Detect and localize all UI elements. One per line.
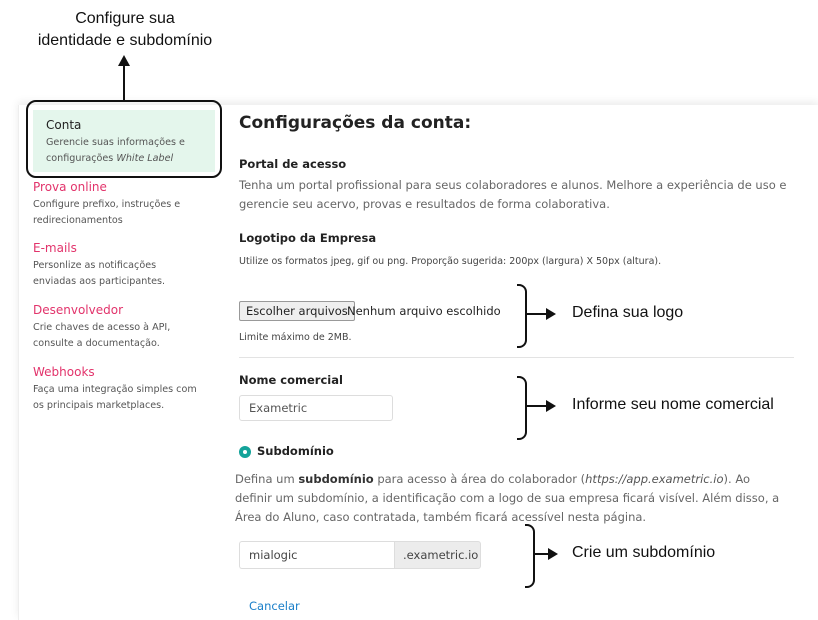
- sidebar-item-desc: [33, 197, 223, 229]
- cancel-link[interactable]: Cancelar: [249, 599, 300, 613]
- annotation-identity: [20, 8, 230, 52]
- portal-heading: Portal de acesso: [239, 157, 347, 171]
- arrow-right-icon: [546, 308, 556, 320]
- sidebar-item-prova-online[interactable]: [33, 180, 223, 229]
- sidebar-item-title: Webhooks: [33, 365, 95, 379]
- sidebar-item-desc: [33, 382, 223, 414]
- file-limit: Limite máximo de 2MB.: [239, 332, 352, 343]
- sidebar-item-desc-line2: os principais marketplaces.: [33, 400, 165, 411]
- annotation-identity-line1: Configure sua: [75, 10, 175, 27]
- logo-heading: Logotipo da Empresa: [239, 231, 377, 245]
- sidebar-item-title: Conta: [46, 118, 82, 132]
- subdomain-input[interactable]: [239, 541, 394, 569]
- portal-description: Tenha um portal profissional para seus colaboradores e alunos. Melhore a experiência de uso e gerencie seu acervo, provas e resultados de forma colaborativa.: [239, 178, 787, 211]
- arrow-right-icon: [548, 548, 558, 560]
- sidebar-item-desc-line1: Crie chaves de acesso à API,: [33, 322, 171, 333]
- sidebar-item-webhooks[interactable]: [33, 365, 223, 414]
- logo-hint: Utilize os formatos jpeg, gif ou png. Proporção sugerida: 200px (largura) X 50px (altura).: [239, 256, 662, 267]
- sidebar-item-desc: [33, 258, 223, 290]
- settings-window: [18, 105, 818, 620]
- commercial-name-input[interactable]: [239, 395, 393, 421]
- subdomain-text-3: ). Ao definir um subdomínio, a identificação com a logo de sua empresa ficará visível. Além disso, a Área do Aluno, caso contratada, também ficará acessível nesta página.: [235, 472, 780, 524]
- sidebar-item-title: E-mails: [33, 241, 77, 255]
- sidebar-item-desc: [33, 320, 223, 352]
- brace-name: [517, 376, 527, 440]
- subdomain-suffix: .exametric.io: [394, 541, 481, 569]
- sidebar-item-desc-line1: Personlize as notificações: [33, 260, 157, 271]
- sidebar-item-desc-line2: configurações: [46, 153, 117, 164]
- subdomain-field: [239, 541, 481, 569]
- sidebar-item-desc-em: White Label: [116, 153, 174, 164]
- file-status: Nenhum arquivo escolhido: [347, 304, 501, 318]
- sidebar-item-desenvolvedor[interactable]: [33, 303, 223, 352]
- arrow-up-line: [123, 64, 125, 100]
- sidebar-item-desc-line2: consulte a documentação.: [33, 338, 160, 349]
- subdomain-description: [235, 470, 790, 527]
- annotation-logo: Defina sua logo: [572, 304, 684, 321]
- sidebar-item-desc-line1: Configure prefixo, instruções e: [33, 199, 181, 210]
- subdomain-radio-label: Subdomínio: [257, 444, 334, 458]
- arrow-right-icon: [546, 400, 556, 412]
- sidebar-item-title: Desenvolvedor: [33, 303, 124, 317]
- highlight-box: [26, 100, 222, 178]
- arrow-name-line: [527, 405, 547, 407]
- sidebar-item-title: Prova online: [33, 180, 107, 194]
- sidebar-item-desc-line1: Faça uma integração simples com: [33, 384, 197, 395]
- annotation-subdomain: Crie um subdomínio: [572, 544, 716, 561]
- brace-logo: [517, 284, 527, 348]
- page-title: Configurações da conta:: [239, 113, 472, 133]
- arrow-logo-line: [527, 313, 547, 315]
- sidebar-item-desc-line2: redirecionamentos: [33, 215, 123, 226]
- annotation-identity-line2: identidade e subdomínio: [37, 32, 213, 49]
- arrow-subdomain-line: [535, 553, 549, 555]
- subdomain-text-url: https://app.exametric.io: [585, 472, 724, 486]
- subdomain-radio[interactable]: [239, 446, 251, 458]
- annotation-name: Informe seu nome comercial: [572, 396, 774, 413]
- subdomain-text-bold: subdomínio: [298, 472, 374, 486]
- divider: [239, 357, 794, 358]
- sidebar-item-emails[interactable]: [33, 241, 223, 290]
- sidebar-item-desc-line1: Gerencie suas informações e: [46, 137, 185, 148]
- subdomain-text-2: para acesso à área do colaborador (: [373, 472, 586, 486]
- brace-subdomain: [525, 524, 535, 588]
- sidebar-item-desc-line2: enviadas aos participantes.: [33, 276, 166, 287]
- choose-file-button[interactable]: Escolher arquivos: [239, 301, 355, 321]
- name-heading: Nome comercial: [239, 373, 343, 387]
- subdomain-text-1: Defina um: [235, 472, 299, 486]
